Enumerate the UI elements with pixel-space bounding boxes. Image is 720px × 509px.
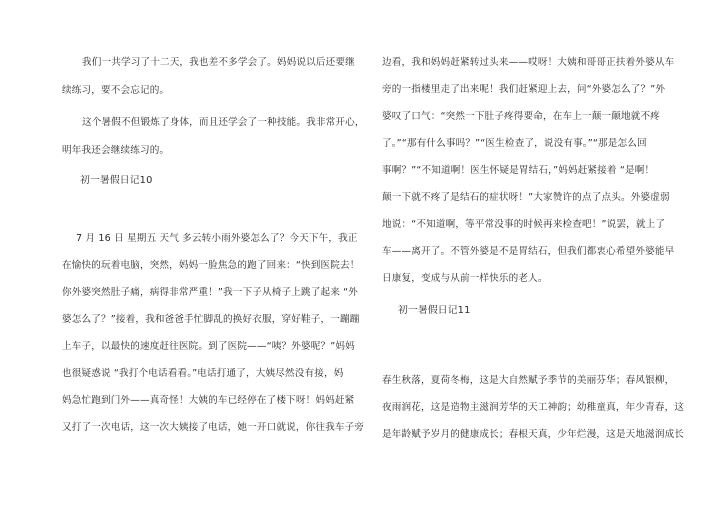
text-line: 婆叹了口气：“突然一下肚子疼得要命，在车上一颠一颠地就不疼: [382, 111, 660, 122]
section-heading: 初一暑假日记10: [80, 175, 153, 186]
text-line: 是年龄赋予岁月的健康成长；春根天真，少年烂漫，这是天地滋润成长: [382, 429, 685, 440]
text-line: 地说：“不知道啊，等平常没事的时候再来检查吧！”说罢，就上了: [382, 219, 666, 230]
text-line: 婆怎么了？”接着，我和爸爸手忙脚乱的换好衣服，穿好鞋子，一蹦蹦: [62, 314, 360, 325]
text-line: 边看，我和妈妈赶紧转过头来——哎呀！大姨和哥哥正扶着外婆从车: [382, 57, 675, 68]
text-line: 在愉快的玩着电脑，突然，妈妈一脸焦急的跑了回来：“快到医院去！: [62, 260, 360, 271]
text-line: 这个暑假不但锻炼了身体，而且还学会了一种技能。我非常开心，: [82, 117, 365, 128]
text-line: 旁的一指楼里走了出来呢！我们赶紧迎上去，问“外婆怎么了？”外: [382, 84, 666, 95]
text-line: 也很疑惑说 “我打个电话看看。”电话打通了，大姨尽然没有接，妈: [62, 368, 344, 379]
text-line: 夜雨润花，这是造物主滋润芳华的天工神韵；幼稚童真，年少青春，这: [382, 402, 685, 413]
text-line: 明年我还会继续练习的。: [62, 145, 170, 156]
text-line: 事啊？”“不知道啊！医生怀疑是胃结石，”妈妈赶紧接着 “是啊！: [382, 165, 655, 176]
text-line: 颠一下就不疼了是结石的症状呀！”大家赞许的点了点头。外婆虚弱: [382, 192, 670, 203]
text-line: 了。”“那有什么事吗？”“医生检查了，说没有事。”“那是怎么回: [382, 138, 647, 149]
text-line: 你外婆突然肚子痛，病得非常严重！”我一下子从椅子上跳了起来 “外: [62, 287, 359, 298]
text-line: 春生秋落，夏荷冬梅，这是大自然赋予季节的美丽芬华；春风银柳，: [382, 375, 675, 386]
text-line: 7 月 16 日 星期五 天气 多云转小雨外婆怎么了？今天下午，我正: [76, 233, 358, 244]
section-heading: 初一暑假日记11: [398, 305, 471, 316]
text-line: 日康复，变成与从前一样快乐的老人。: [382, 273, 548, 284]
text-line: 上车子，以最快的速度赶往医院。到了医院——“咦？外婆呢？”妈妈: [62, 341, 355, 352]
text-line: 车——离开了。不管外婆是不是胃结石，但我们都衷心希望外婆能早: [382, 246, 675, 257]
text-line: 我们一共学习了十二天，我也差不多学会了。妈妈说以后还要继: [82, 57, 355, 68]
text-line: 妈急忙跑到门外——真奇怪！大姨的车已经停在了楼下呀！妈妈赶紧: [62, 395, 355, 406]
text-line: 又打了一次电话，这一次大姨接了电话，她一开口就说，你往我车子旁: [62, 422, 365, 433]
text-line: 续练习，要不会忘记的。: [62, 85, 170, 96]
